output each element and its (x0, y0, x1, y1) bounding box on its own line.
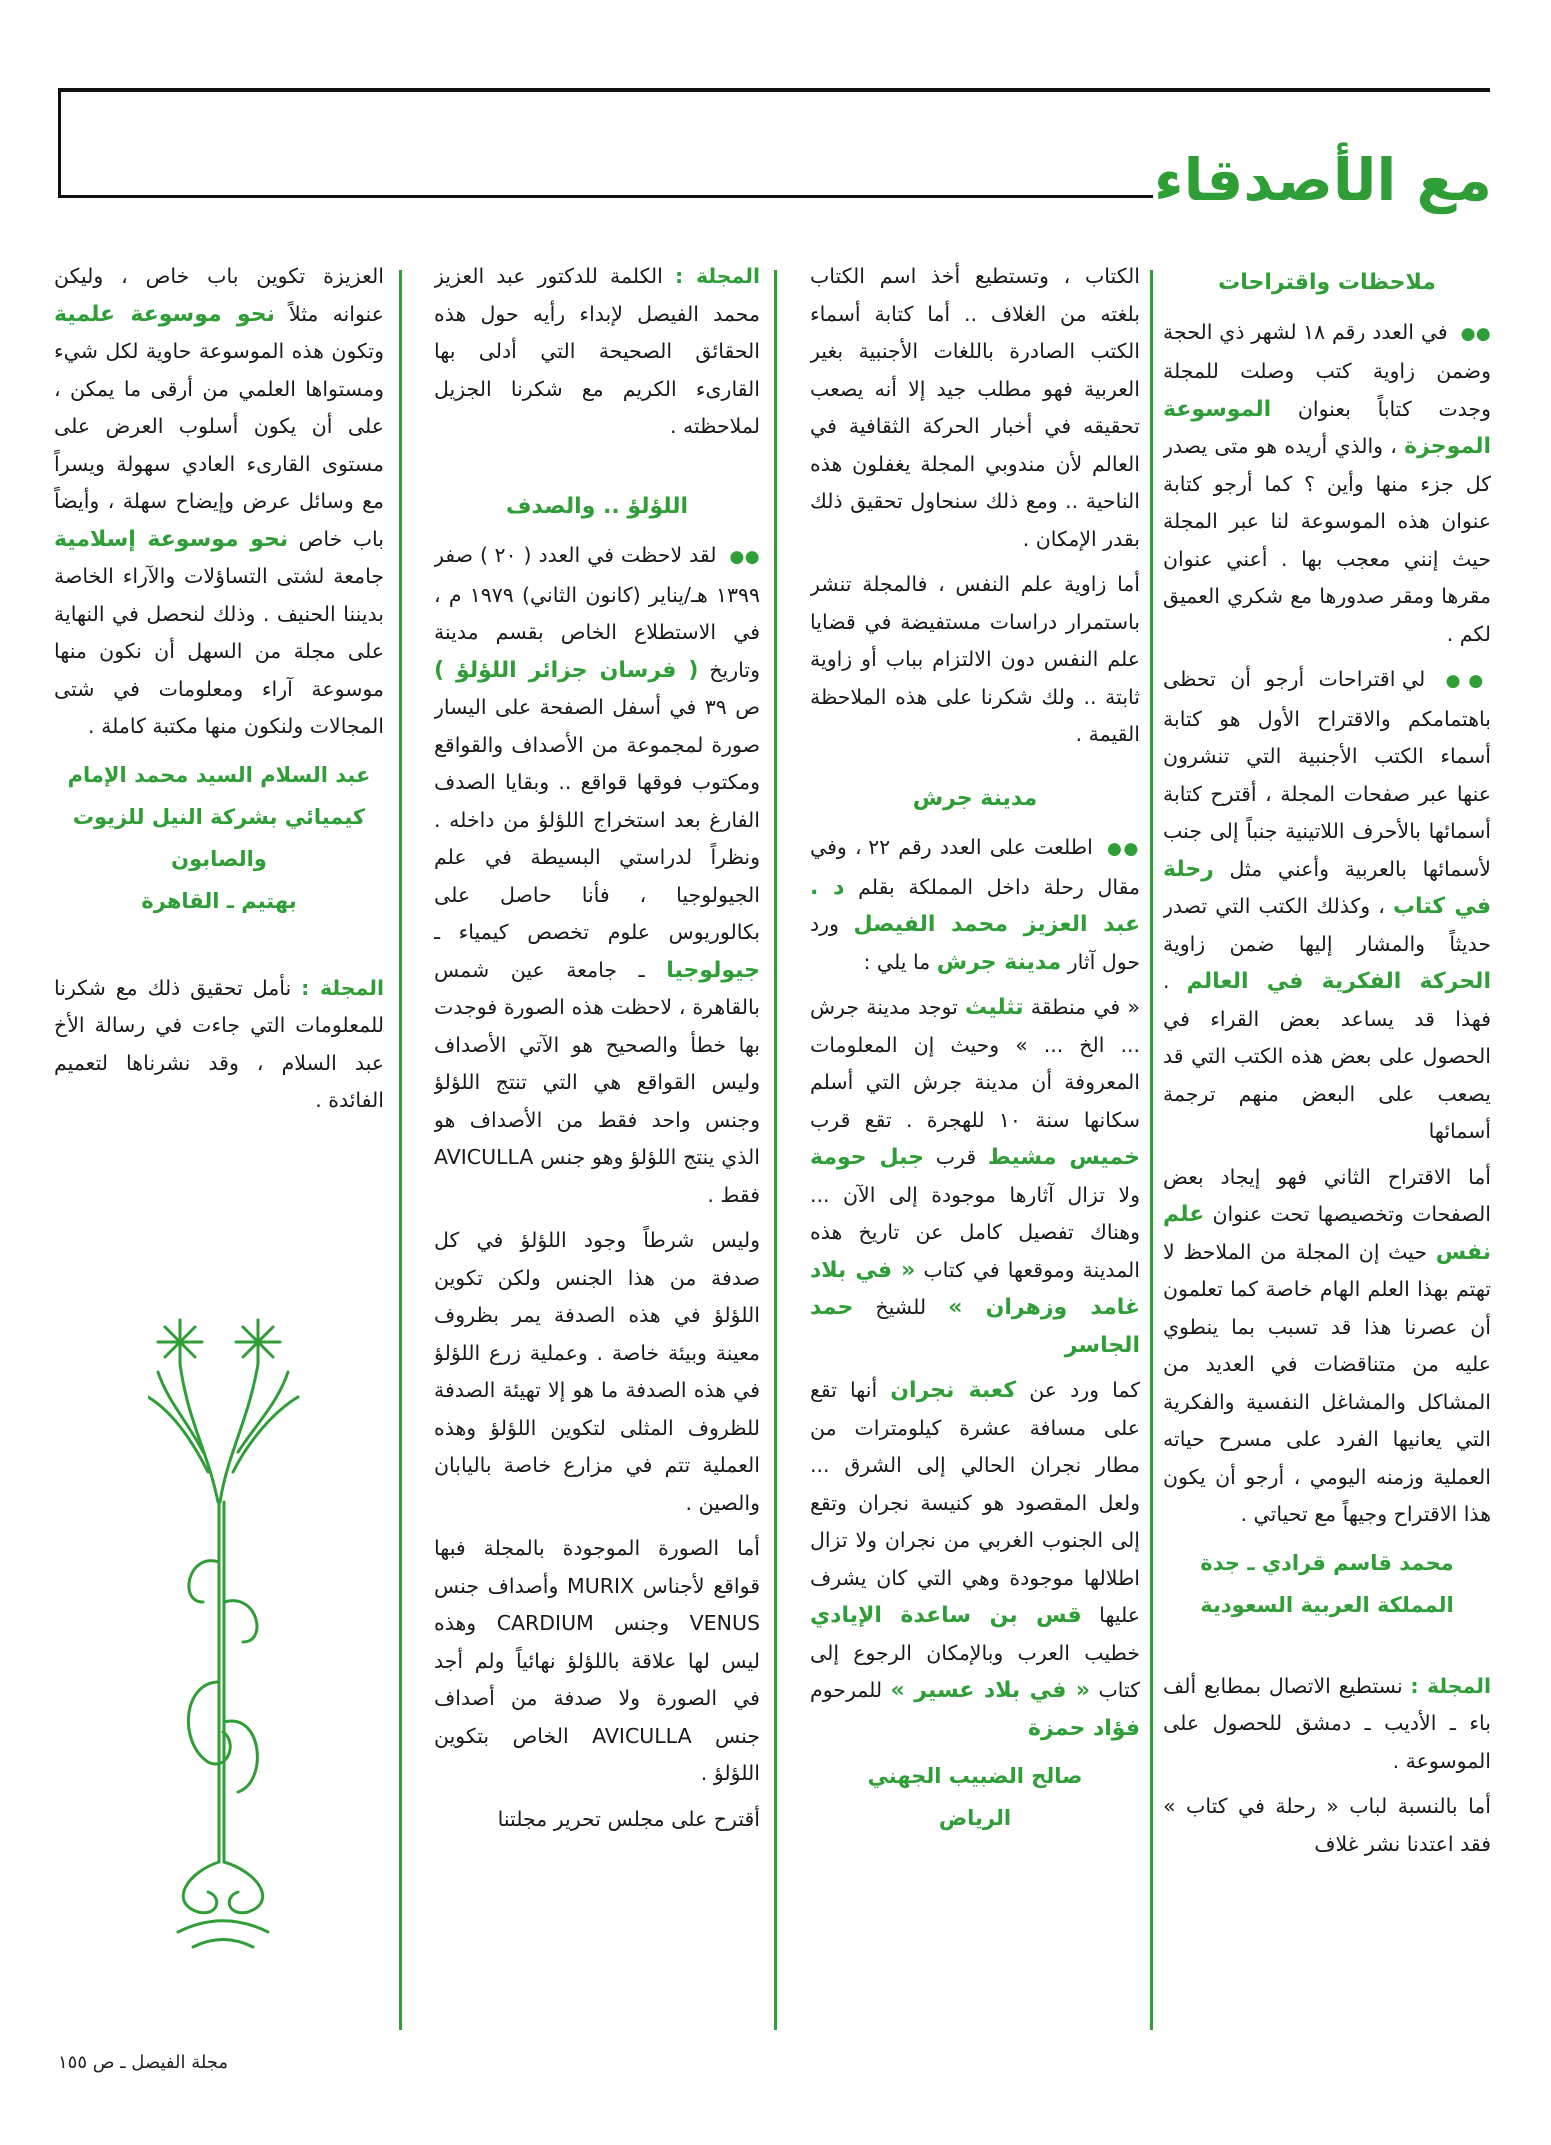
text: ، وكذلك الكتب التي تصدر حديثاً والمشار إليها ضمن زاوية (1163, 894, 1491, 956)
paragraph (810, 829, 1140, 981)
highlight: د . عبد العزيز محمد الفيصل (810, 874, 1140, 937)
signature-line: عبد السلام السيد محمد الإمام (67, 762, 371, 787)
highlight: جبل حومة (810, 1145, 924, 1170)
highlight: علم نفس (1163, 1202, 1491, 1265)
column-rule (399, 270, 402, 2030)
paragraph: وليس شرطاً وجود اللؤلؤ في كل صدفة من هذا الجنس ولكن تكوين اللؤلؤ في هذه الصدفة يمر بظروف معينة وبيئة خاصة . وعملية زرع اللؤلؤ في هذه الصدفة ما هو إلا تهيئة الصدفة للظروف المثلى لتكوين اللؤلؤ وهذه العملية تتم في مزارع خاصة باليابان والصين . (434, 1228, 760, 1515)
text: للشيخ (875, 1295, 927, 1319)
highlight: « في بلاد غامد وزهران » (810, 1257, 1140, 1320)
paragraph: أقترح على مجلس تحرير مجلتنا (497, 1806, 760, 1831)
editor-reply (434, 258, 760, 446)
paragraph (810, 1372, 1140, 1747)
paragraph (54, 258, 384, 746)
highlight: ( فرسان جزائر اللؤلؤ ) (434, 657, 699, 683)
page-footer: مجلة الفيصل ـ ص ١٥٥ (58, 2052, 229, 2073)
signature-line: الرياض (938, 1806, 1012, 1830)
paragraph (1163, 1159, 1491, 1534)
editor-reply (1163, 1668, 1491, 1781)
text: « في منطقة (1030, 995, 1140, 1019)
highlight: مدينة جرش (936, 949, 1062, 975)
text: لقد لاحظت في العدد ( ٢٠ ) صفر ١٣٩٩ هـ/يناير (كانون الثاني) ١٩٧٩ م ، في الاستطلاع الخاص بقسم مدينة وتاريخ (434, 543, 760, 682)
text: للمرحوم (810, 1678, 883, 1702)
highlight: « في بلاد عسير » (890, 1678, 1091, 1703)
paragraph: أما بالنسبة لباب « رحلة في كتاب » فقد اعتدنا نشر غلاف (1163, 1794, 1491, 1856)
article-heading: اللؤلؤ .. والصدف (505, 493, 689, 519)
text: كما ورد عن (1029, 1378, 1140, 1402)
section-title: مع الأصدقاء (1153, 140, 1493, 220)
text: اطلعت على العدد رقم ٢٢ ، وفي مقال رحلة داخل المملكة بقلم (810, 835, 1140, 899)
editor-label: المجلة : (675, 264, 760, 288)
text: أنها تقع على مسافة عشرة كيلومترات من مطار نجران الحالي إلى الشرق ... ولعل المقصود هو كنيسة نجران وتقع إلى الجنوب الغربي من نجران ولا تزال اطلالها موجودة وهي التي كان يشرف عليها (810, 1378, 1140, 1627)
double-dot-bullet-icon: ●● (1460, 323, 1491, 344)
text: أما الاقتراح الثاني فهو إيجاد بعض الصفحات وتخصيصها تحت عنوان (1163, 1164, 1491, 1226)
column-2 (810, 258, 1140, 2018)
editor-reply (54, 970, 384, 1120)
text: ما يلي : (863, 949, 931, 974)
text: ، والذي أريده هو متى يصدر كل جزء منها وأين ؟ كما أرجو كتابة عنوان هذه الموسوعة لنا عبر المجلة حيث إنني معجب بها . أعني عنوان مقرها ومقر صدورها مع شكري العميق لكم . (1163, 434, 1491, 646)
highlight: نحو موسوعة إسلامية (54, 526, 289, 552)
signature-line: صالح الضبيب الجهني (867, 1764, 1083, 1788)
signature-line: كيميائي بشركة النيل للزيوت (72, 804, 366, 829)
column-rule (774, 270, 777, 2030)
highlight: نحو موسوعة علمية (54, 301, 275, 327)
signature-line: بهتيم ـ القاهرة (141, 888, 297, 913)
signature-line: والصابون (171, 846, 267, 871)
highlight: حمد الجاسر (810, 1295, 1140, 1358)
signature-line: المملكة العربية السعودية (1200, 1592, 1454, 1617)
article-heading: ملاحظات واقتراحات (1218, 270, 1436, 295)
paragraph (434, 537, 760, 1214)
highlight: جيولوجيا (666, 957, 760, 983)
text: نستطيع الاتصال بمطابع ألف باء ـ الأديب ـ دمشق للحصول على الموسوعة . (1163, 1673, 1491, 1773)
text: ورد حول آثار (810, 912, 1140, 974)
signature (810, 1755, 1140, 1839)
highlight: كعبة نجران (890, 1378, 1017, 1403)
double-dot-bullet-icon: ●● (1107, 839, 1140, 859)
text: في العدد رقم ١٨ لشهر ذي الحجة وضمن زاوية كتب وصلت للمجلة وجدت كتاباً بعنوان (1163, 319, 1491, 421)
editor-label: المجلة : (301, 975, 384, 1000)
paragraph: الكتاب ، وتستطيع أخذ اسم الكتاب بلغته من الغلاف .. أما كتابة أسماء الكتب الصادرة باللغات الأجنبية بغير العربية فهو مطلب جيد إلا أنه يصعب تحقيقه في أخبار الحركة الثقافية في العالم لأن مندوبي المجلة يغفلون هذه الناحية .. ومع ذلك سنحاول تحقيق ذلك بقدر الإمكان . (810, 264, 1140, 551)
text: . فهذا قد يساعد بعض القراء في الحصول على بعض هذه الكتب التي قد يصعب على البعض منهم ترجمة أسمائها (1163, 969, 1491, 1143)
highlight: تثليث (965, 995, 1024, 1020)
highlight: خميس مشيط (987, 1145, 1140, 1170)
text: العزيزة تكوين باب خاص ، وليكن عنوانه مثلاً (54, 264, 384, 326)
double-dot-bullet-icon: ●● (1445, 671, 1491, 691)
paragraph (810, 989, 1140, 1364)
editor-label: المجلة : (1410, 1673, 1491, 1698)
column-rule (1150, 270, 1153, 2030)
highlight: الموسوعة الموجزة (1163, 396, 1491, 459)
text: وتكون هذه الموسوعة حاوية لكل شيء ومستواها العلمي من أرقى ما يمكن ، على أن يكون أسلوب العرض على مستوى القارىء العادي سهولة ويسراً مع وسائل عرض وإيضاح سهلة ، وأيضاً باب خاص (54, 339, 384, 551)
text: ـ جامعة عين شمس بالقاهرة ، لاحظت هذه الصورة فوجدت بها خطأ والصحيح هو الآتي الأصداف وليس القواقع هي التي تنتج اللؤلؤ وجنس واحد فقط من الأصداف هو الذي ينتج اللؤلؤ وهو جنس AVICULLA فقط . (434, 957, 760, 1207)
signature (54, 754, 384, 922)
floral-ornament-icon (148, 1302, 318, 1962)
text: حيث إن المجلة من الملاحظ لا تهتم بهذا العلم الهام خاصة كما تعلمون أن عصرنا هذا قد تسبب بما ينطوي عليه من متناقضات في العديد من المشاكل والمشاغل النفسية والفكرية التي يعانيها الفرد على مسرح حياته العملية وزمنه اليومي ، أرجو أن يكون هذا الاقتراح وجيهاً مع تحياتي . (1163, 1239, 1491, 1526)
highlight: قس بن ساعدة الإيادي (810, 1603, 1082, 1628)
text: خطيب العرب وبالإمكان الرجوع إلى كتاب (810, 1640, 1140, 1702)
paragraph (1163, 661, 1491, 1151)
text: لي اقتراحات أرجو أن تحظى باهتمامكم والاقتراح الأول هو كتابة أسماء الكتب الأجنبية التي تنشرون عنها عبر صفحات المجلة ، أقترح كتابة أسمائها بالأحرف اللاتينية جنباً إلى جنب لأسمائها بالعربية وأعني مثل (1163, 667, 1491, 881)
text: جامعة لشتى التساؤلات والآراء الخاصة بديننا الحنيف . وذلك لنحصل في النهاية على مجلة من السهل أن نكون منها موسوعة آراء ومعلومات في شتى المجالات ولنكون منها مكتبة كاملة . (54, 564, 384, 738)
article-heading: مدينة جرش (912, 785, 1038, 811)
highlight: الحركة الفكرية في العالم (1186, 969, 1491, 994)
column-4 (54, 258, 384, 1258)
column-1 (1163, 258, 1491, 2018)
highlight: رحلة في كتاب (1163, 856, 1491, 919)
paragraph: أما الصورة الموجودة بالمجلة فبها قواقع لأجناس MURIX وأصداف جنس VENUS وجنس CARDIUM وهذه ليس لها علاقة باللؤلؤ نهائياً ولم أجد في الصورة ولا صدفة من أصداف جنس AVICULLA الخاص بتكوين اللؤلؤ . (434, 1536, 760, 1785)
highlight: فؤاد حمزة (1028, 1715, 1140, 1741)
signature (1163, 1542, 1491, 1626)
text: قرب (935, 1145, 977, 1169)
text: الكلمة للدكتور عبد العزيز محمد الفيصل لإبداء رأيه حول هذه الحقائق الصحيحة التي أدلى بها القارىء الكريم مع شكرنا الجزيل لملاحظته . (434, 264, 760, 438)
text: نأمل تحقيق ذلك مع شكرنا للمعلومات التي جاءت في رسالة الأخ عبد السلام ، وقد نشرناها لتعميم الفائدة . (54, 975, 384, 1112)
double-dot-bullet-icon: ●● (729, 547, 760, 567)
column-3 (434, 258, 760, 2018)
text: توجد مدينة جرش ... الخ ... » وحيث إن المعلومات المعروفة أن مدينة جرش التي أسلم سكانها سنة ١٠ للهجرة . تقع قرب (810, 995, 1140, 1132)
paragraph: أما زاوية علم النفس ، فالمجلة تنشر باستمرار دراسات مستفيضة في قضايا علم النفس دون الالتزام بباب أو زاوية ثابتة .. ولك شكرنا على هذه الملاحظة القيمة . (810, 572, 1140, 746)
text: ص ٣٩ في أسفل الصفحة على اليسار صورة لمجموعة من الأصداف والقواقع ومكتوب فوقها قواقع .. وبقايا الصدف الفارغ بعد استخراج اللؤلؤ من داخله . ونظراً لدراستي البسيطة في علم الجيولوجيا ، فأنا حاصل على بكالوريوس علوم تخصص كيمياء ـ (434, 695, 760, 944)
text: ولا تزال آثارها موجودة إلى الآن ... وهناك تفصيل كامل عن تاريخ هذه المدينة وموقعها في كتاب (810, 1182, 1140, 1282)
signature-line: محمد قاسم قرادي ـ جدة (1200, 1550, 1454, 1575)
paragraph (1163, 314, 1491, 654)
